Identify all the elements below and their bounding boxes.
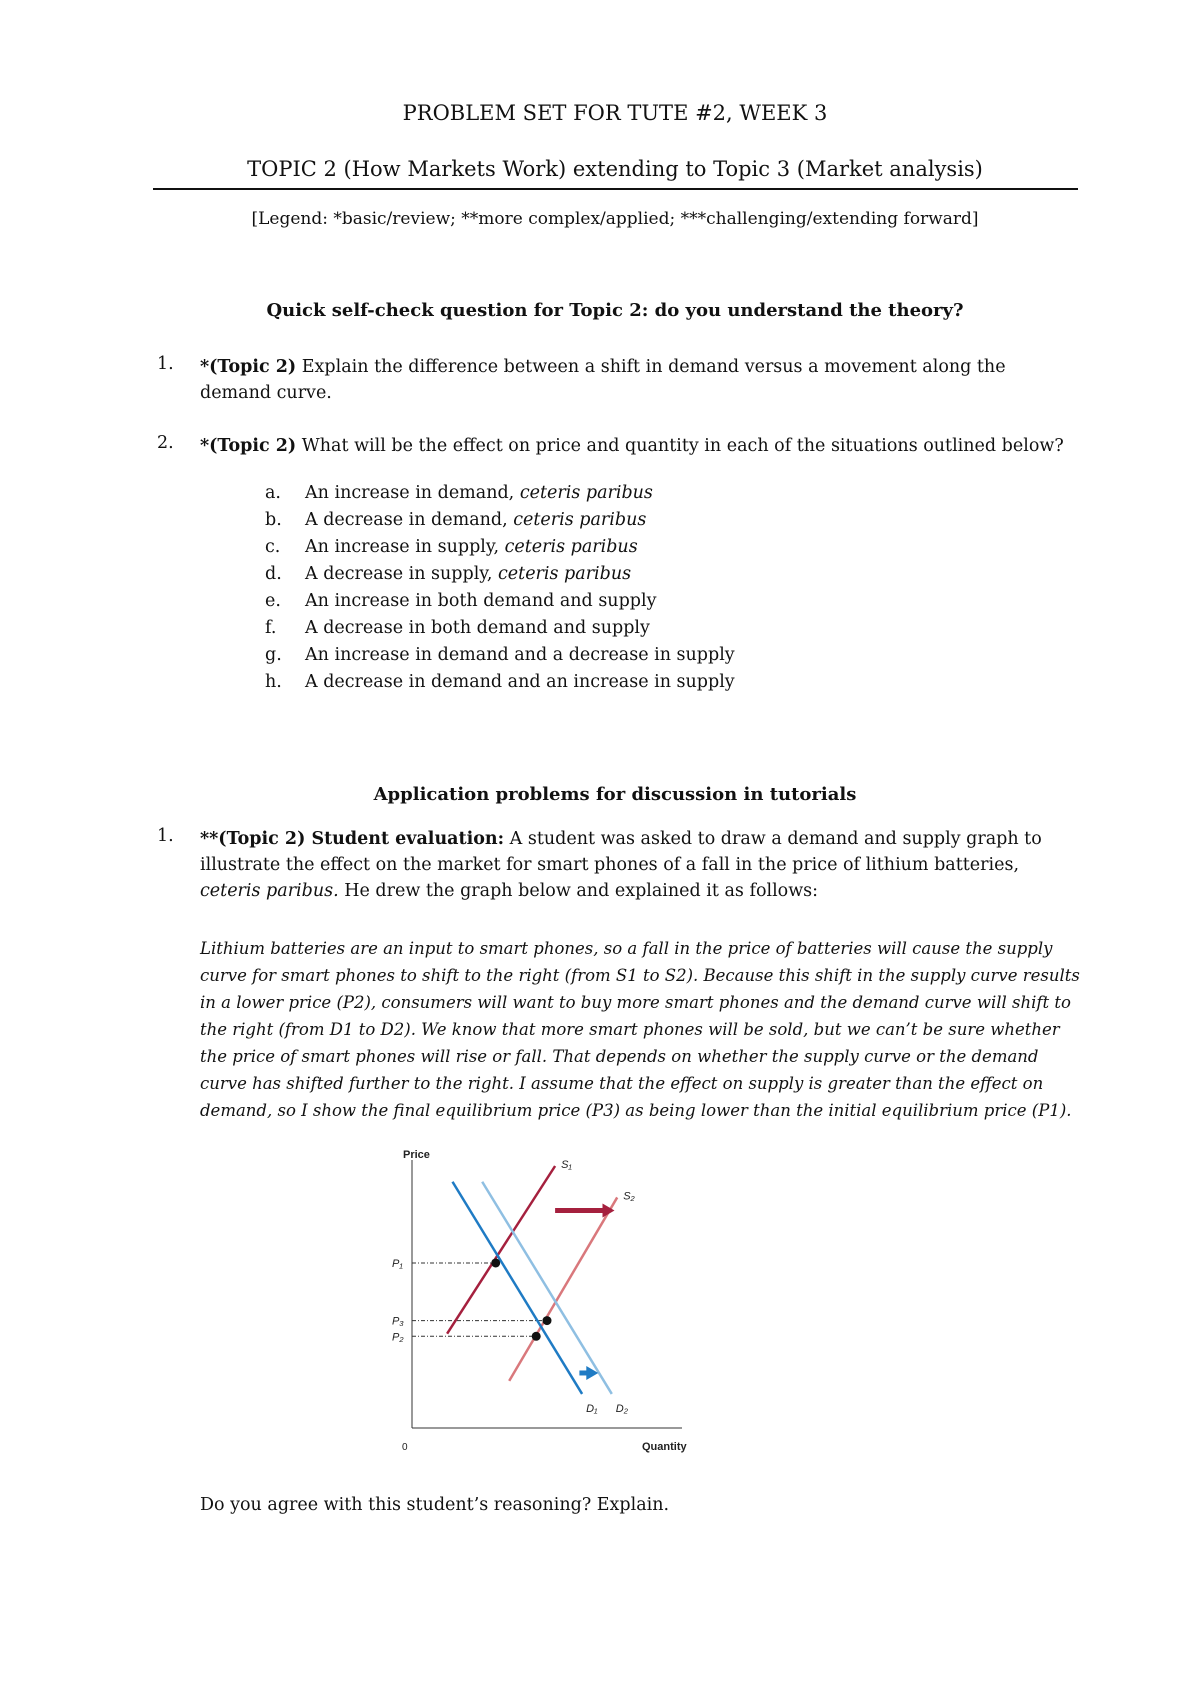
situation-letter: g. — [265, 645, 282, 665]
situation-text — [305, 483, 653, 503]
situation-body: An increase in both demand and supply — [305, 591, 657, 611]
situation-text — [305, 672, 735, 692]
application-heading: Application problems for discussion in tutorials — [373, 784, 857, 805]
title-divider — [153, 188, 1078, 190]
situation-text — [305, 564, 631, 584]
curve-label-S2: S₂ — [623, 1190, 635, 1203]
page-title: PROBLEM SET FOR TUTE #2, WEEK 3 — [402, 101, 828, 125]
question-2-text — [200, 433, 1080, 459]
equilibrium-point-E2 — [532, 1332, 541, 1341]
curve-label-S1: S₁ — [561, 1159, 572, 1171]
self-check-heading: Quick self-check question for Topic 2: do you understand the theory? — [266, 300, 964, 321]
problem-1-text — [200, 826, 1080, 904]
problem-body: A student was asked to draw a demand and supply graph to illustrate the effect on the market for smart phones of a fall in the price of lithium batteries, — [200, 829, 1042, 875]
situation-body: A decrease in demand, — [305, 510, 514, 530]
price-label-E1: P₁ — [392, 1257, 403, 1270]
situation-letter: d. — [265, 564, 282, 584]
situation-letter: b. — [265, 510, 282, 530]
question-number: 2. — [157, 433, 174, 453]
curve-S2 — [509, 1197, 617, 1380]
question-tag: *(Topic 2) — [200, 436, 297, 456]
situation-body: A decrease in supply, — [305, 564, 498, 584]
price-label-E3: P₃ — [392, 1315, 404, 1328]
question-number: 1. — [157, 354, 174, 374]
situation-text — [305, 618, 650, 638]
situation-text — [305, 591, 656, 611]
situation-body: An increase in supply, — [305, 537, 505, 557]
problem-number: 1. — [157, 826, 174, 846]
problem-body-end: He drew the graph below and explained it as follows: — [338, 881, 819, 901]
situation-italic: ceteris paribus — [513, 510, 647, 530]
curve-D2 — [482, 1182, 612, 1394]
situation-italic: ceteris paribus — [498, 564, 632, 584]
situation-letter: h. — [265, 672, 282, 692]
situation-text — [305, 645, 735, 665]
x-axis-label: Quantity — [642, 1441, 687, 1453]
situation-body: A decrease in demand and an increase in supply — [305, 672, 735, 692]
problem-italic: ceteris paribus. — [200, 881, 339, 901]
equilibrium-point-E1 — [491, 1258, 500, 1267]
price-label-E2: P₂ — [392, 1331, 404, 1344]
problem-tag: **(Topic 2) Student evaluation: — [200, 829, 505, 849]
situation-italic: ceteris paribus — [504, 537, 638, 557]
question-1-text — [200, 354, 1080, 406]
question-body: Explain the difference between a shift in demand versus a movement along the demand curve. — [200, 357, 1006, 403]
situation-letter: a. — [265, 483, 281, 503]
situation-text — [305, 510, 646, 530]
difficulty-legend: [Legend: *basic/review; **more complex/applied; ***challenging/extending forward] — [251, 209, 979, 229]
supply-demand-chart — [360, 1150, 720, 1460]
situation-letter: c. — [265, 537, 281, 557]
question-tag: *(Topic 2) — [200, 357, 297, 377]
situation-letter: f. — [265, 618, 277, 638]
situation-body: An increase in demand and a decrease in supply — [305, 645, 735, 665]
situation-letter: e. — [265, 591, 281, 611]
discussion-prompt: Do you agree with this student’s reasoning? Explain. — [200, 1495, 670, 1515]
origin-label: 0 — [402, 1442, 408, 1453]
curve-label-D1: D₁ — [586, 1402, 598, 1415]
equilibrium-point-E3 — [543, 1316, 552, 1325]
situation-body: A decrease in both demand and supply — [305, 618, 650, 638]
situation-italic: ceteris paribus — [519, 483, 653, 503]
page-subtitle: TOPIC 2 (How Markets Work) extending to Topic 3 (Market analysis) — [247, 157, 983, 181]
y-axis-label: Price — [403, 1150, 430, 1161]
curve-label-D2: D₂ — [615, 1402, 628, 1415]
student-explanation: Lithium batteries are an input to smart phones, so a fall in the price of batteries will cause the supply curve for smart phones to shift to the right (from S1 to S2). Because this shift in the supply curve results in a lower price (P2), consumers will want to buy more smart phones and the demand curve will shift to the right (from D1 to D2). We know that more smart phones will be sold, but we can’t be sure whether the price of smart phones will rise or fall. That depends on whether the supply curve or the demand curve has shifted further to the right. I assume that the effect on supply is greater than the effect on demand, so I show the final equilibrium price (P3) as being lower than the initial equilibrium price (P1). — [200, 939, 1080, 1120]
situation-body: An increase in demand, — [305, 483, 520, 503]
question-body: What will be the effect on price and quantity in each of the situations outlined below? — [296, 436, 1064, 456]
situation-text — [305, 537, 638, 557]
curve-S1 — [447, 1166, 555, 1334]
